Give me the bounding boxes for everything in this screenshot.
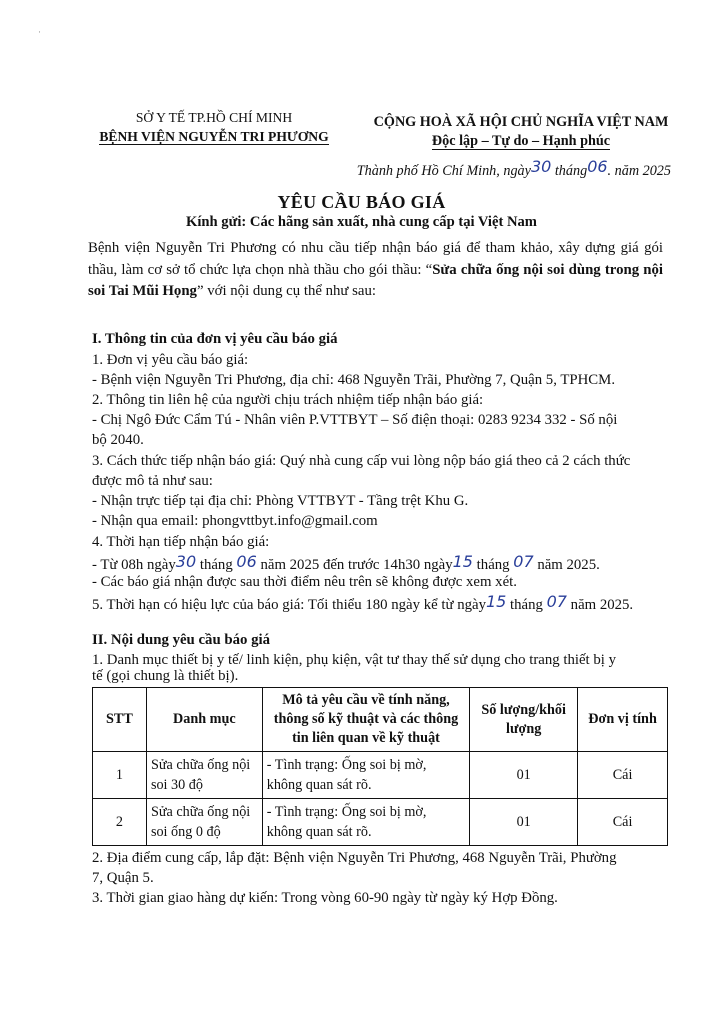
s1-line-6: 3. Cách thức tiếp nhận báo giá: Quý nhà cung cấp vui lòng nộp báo giá theo cả 2 cách thức — [92, 453, 631, 469]
s1-line-9: - Nhận qua email: phongvttbyt.info@gmail.com — [92, 513, 378, 529]
cell-description: - Tình trạng: Ống soi bị mờ, không quan sát rõ. — [262, 752, 470, 799]
cell-quantity: 01 — [470, 752, 578, 799]
s2-line-1: 1. Danh mục thiết bị y tế/ linh kiện, phụ kiện, vật tư thay thế sử dụng cho trang thiết bị y — [92, 652, 616, 668]
col-header-item: Danh mục — [146, 688, 262, 752]
handwritten-day: 30 — [530, 157, 552, 176]
handwritten-month: 06 — [587, 157, 608, 176]
handwritten-month: 07 — [513, 552, 534, 571]
quotation-table — [92, 687, 668, 846]
cell-unit: Cái — [578, 799, 668, 846]
national-header — [372, 113, 670, 151]
col-header-stt: STT — [93, 688, 147, 752]
s1-line-1: 1. Đơn vị yêu cầu báo giá: — [92, 352, 249, 368]
document-date: Thành phố Hồ Chí Minh, ngày30 tháng06. năm 2025 — [356, 157, 671, 179]
table-header-row — [93, 688, 668, 752]
handwritten-month: 06 — [236, 552, 257, 571]
scan-mark: · — [38, 27, 41, 37]
s1-line-11: - Từ 08h ngày30 tháng 06 năm 2025 đến trước 14h30 ngày15 tháng 07 năm 2025. — [92, 552, 600, 573]
s2-line-3: 2. Địa điểm cung cấp, lắp đặt: Bệnh viện Nguyễn Tri Phương, 468 Nguyễn Trãi, Phường — [92, 850, 617, 866]
cell-stt: 2 — [93, 799, 147, 846]
handwritten-month: 07 — [546, 592, 567, 611]
s1-line-8: - Nhận trực tiếp tại địa chỉ: Phòng VTTBYT - Tầng trệt Khu G. — [92, 493, 469, 509]
s1-line-5: bộ 2040. — [92, 432, 144, 448]
cell-stt: 1 — [93, 752, 147, 799]
department-name: SỞ Y TẾ TP.HỒ CHÍ MINH — [135, 110, 293, 125]
intro-paragraph: Bệnh viện Nguyễn Tri Phương có nhu cầu tiếp nhận báo giá để tham khảo, xây dựng giá gói thầu, làm cơ sở tổ chức lựa chọn nhà thầu cho gói thầu: “Sửa chữa ống nội soi dùng trong nội soi Tai Mũi Họng” với nội dung cụ thể như sau: — [88, 240, 664, 299]
col-header-unit: Đơn vị tính — [578, 688, 668, 752]
cell-quantity: 01 — [470, 799, 578, 846]
s1-line-10: 4. Thời hạn tiếp nhận báo giá: — [92, 534, 270, 550]
s1-line-4: - Chị Ngô Đức Cẩm Tú - Nhân viên P.VTTBYT – Số điện thoại: 0283 9234 332 - Số nội — [92, 412, 618, 428]
cell-item: Sửa chữa ống nội soi 30 độ — [146, 752, 262, 799]
s1-line-7: được mô tả như sau: — [92, 473, 213, 489]
handwritten-day: 30 — [175, 552, 197, 571]
cell-item: Sửa chữa ống nội soi ống 0 độ — [146, 799, 262, 846]
handwritten-day: 15 — [485, 592, 507, 611]
col-header-description: Mô tả yêu cầu về tính năng, thông số kỹ thuật và các thông tin liên quan về kỹ thuật — [262, 688, 470, 752]
s2-line-5: 3. Thời gian giao hàng dự kiến: Trong vòng 60-90 ngày từ ngày ký Hợp Đồng. — [92, 890, 558, 906]
national-motto: Độc lập – Tự do – Hạnh phúc — [431, 133, 611, 149]
section-2-heading: II. Nội dung yêu cầu báo giá — [92, 632, 271, 648]
s2-line-4: 7, Quận 5. — [92, 870, 154, 886]
col-header-quantity: Số lượng/khối lượng — [470, 688, 578, 752]
hospital-name: BỆNH VIỆN NGUYỄN TRI PHƯƠNG — [99, 129, 329, 144]
handwritten-day: 15 — [452, 552, 473, 571]
document-title: YÊU CẦU BÁO GIÁ — [277, 192, 446, 212]
section-1-heading: I. Thông tin của đơn vị yêu cầu báo giá — [92, 331, 338, 347]
s1-line-13: 5. Thời hạn có hiệu lực của báo giá: Tối thiểu 180 ngày kể từ ngày15 tháng 07 năm 2025. — [92, 592, 634, 613]
s1-line-2: - Bệnh viện Nguyễn Tri Phương, địa chỉ: 468 Nguyễn Trãi, Phường 7, Quận 5, TPHCM. — [92, 372, 616, 388]
table-row — [93, 752, 668, 799]
country-name: CỘNG HOÀ XÃ HỘI CHỦ NGHĨA VIỆT NAM — [373, 114, 669, 130]
cell-unit: Cái — [578, 752, 668, 799]
s1-line-12: - Các báo giá nhận được sau thời điểm nêu trên sẽ không được xem xét. — [92, 574, 517, 590]
s1-line-3: 2. Thông tin liên hệ của người chịu trách nhiệm tiếp nhận báo giá: — [92, 392, 484, 408]
s2-line-2: tế (gọi chung là thiết bị). — [92, 668, 239, 684]
issuer-header — [80, 108, 348, 146]
package-name: Sửa chữa ống nội soi dùng trong nội soi Tai Mũi Họng — [88, 261, 664, 299]
cell-description: - Tình trạng: Ống soi bị mờ, không quan sát rõ. — [262, 799, 470, 846]
addressee: Kính gửi: Các hãng sản xuất, nhà cung cấp tại Việt Nam — [186, 214, 537, 230]
table-row — [93, 799, 668, 846]
